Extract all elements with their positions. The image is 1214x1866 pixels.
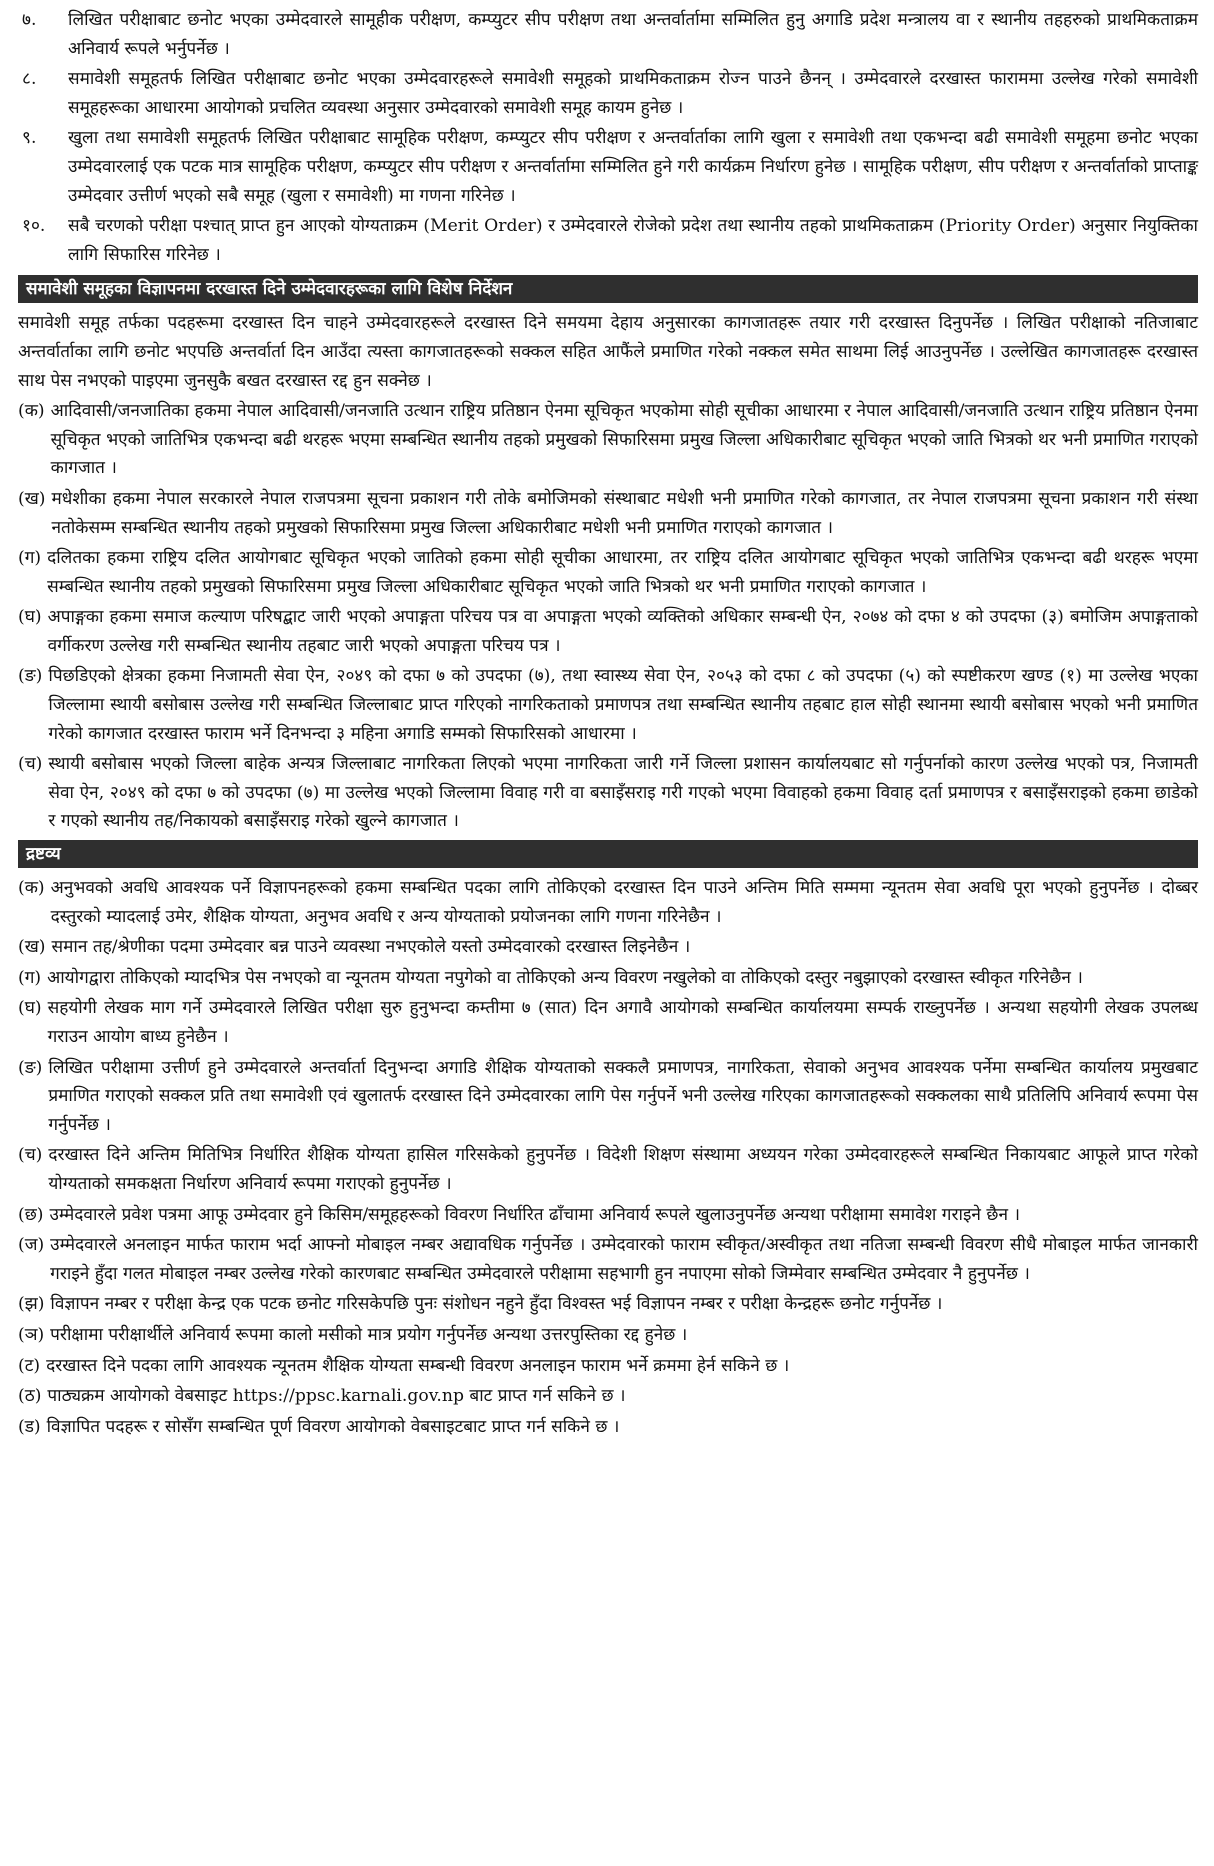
- item-text: पिछडिएको क्षेत्रका हकमा निजामती सेवा ऐन, २०४९ को दफा ७ को उपदफा (७), तथा स्वास्थ्य सेवा ऐन, २०५३ को दफा ८ को उपदफा (५) को स्पष्टीकरण खण्ड (१) मा उल्लेख भएका जिल्लामा स्थायी बसोबास उल्लेख गरी सम्बन्धित जिल्लाबाट प्राप्त गरिएको नागरिकताको प्रमाणपत्र तथा सम्बन्धित स्थानीय तहबाट हाल सोही स्थानमा स्थायी बसोबास भएको भनी प्रमाणित गरेको कागजात दरखास्त फाराम भर्ने दिनभन्दा ३ महिना अगाडि सम्मको सिफारिसको आधारमा ।: [48, 666, 1198, 744]
- list-item: [18, 994, 1198, 1051]
- item-marker: (ग): [18, 967, 42, 988]
- item-marker: (घ): [18, 607, 42, 628]
- item-text: समान तह/श्रेणीका पदमा उम्मेदवार बन्न पाउने व्यवस्था नभएकोले यस्तो उम्मेदवारको दरखास्त लिइनेछैन ।: [51, 937, 691, 958]
- item-text: दरखास्त दिने पदका लागि आवश्यक न्यूनतम शैक्षिक योग्यता सम्बन्धी विवरण अनलाइन फाराम भर्ने क्रममा हेर्न सकिने छ ।: [46, 1355, 790, 1376]
- list-item: [18, 964, 1198, 993]
- item-marker: (क): [18, 878, 45, 899]
- section-heading-notes: द्रष्टव्य: [18, 840, 1198, 868]
- item-marker: ७.: [22, 10, 37, 30]
- item-text: स्थायी बसोबास भएको जिल्ला बाहेक अन्यत्र जिल्लाबाट नागरिकता लिएको भएमा नागरिकता जारी गर्ने जिल्ला प्रशासन कार्यालयबाट सो गर्नुपर्नाको कारण उल्लेख भएको पत्र, निजामती सेवा ऐन, २०४९ को दफा ७ को उपदफा (७) मा उल्लेख भएको जिल्लामा विवाह गरी वा बसाइँसराइ गरी गएको भएमा विवाहको हकमा विवाह दर्ता प्रमाणपत्र र बसाइँसराइको हकमा छाडेको र गएको स्थानीय तह/निकायको बसाइँसराइ गरेको खुल्ने कागजात ।: [48, 754, 1198, 832]
- item-marker: (ड): [18, 1416, 41, 1437]
- item-marker: (च): [18, 754, 43, 775]
- item-text: मधेशीका हकमा नेपाल सरकारले नेपाल राजपत्रमा सूचना प्रकाशन गरी तोके बमोजिमको संस्थाबाट मधेशी भनी प्रमाणित गरेको कागजात, तर नेपाल राजपत्रमा सूचना प्रकाशन गरी संस्था नतोकेसम्म सम्बन्धित स्थानीय तहको प्रमुखको सिफारिसमा प्रमुख जिल्ला अधिकारीबाट मधेशी भनी प्रमाणित गराएको कागजात ।: [51, 488, 1199, 538]
- list-item: [18, 1382, 1198, 1411]
- list-item: [18, 1413, 1198, 1442]
- item-text: दलितका हकमा राष्ट्रिय दलित आयोगबाट सूचिकृत भएको जातिको हकमा सोही सूचीका आधारमा, तर राष्ट्रिय दलित आयोगबाट सूचिकृत भएको जातिभित्र एकभन्दा बढी थरहरू भएमा सम्बन्धित स्थानीय तहको प्रमुखको सिफारिसमा प्रमुख जिल्ला अधिकारीबाट सूचिकृत भएको जाति भित्रको थर भनी प्रमाणित गराएको कागजात ।: [47, 548, 1198, 597]
- list-item: [18, 397, 1198, 483]
- item-text: आयोगद्वारा तोकिएको म्यादभित्र पेस नभएको वा न्यूनतम योग्यता नपुगेको वा तोकिएको अन्य विवरण नखुलेको वा तोकिएको दस्तुर नबुझाएको दरखास्त स्वीकृत गरिनेछैन ।: [47, 967, 1083, 988]
- list-item: [18, 1290, 1198, 1319]
- item-text: उम्मेदवारले प्रवेश पत्रमा आफू उम्मेदवार हुने किसिम/समूहहरूको विवरण निर्धारित ढाँचामा अनिवार्य रूपले खुलाउनुपर्नेछ अन्यथा परीक्षामा समावेश गराइने छैन ।: [49, 1204, 1020, 1225]
- item-marker: १०.: [22, 216, 46, 237]
- item-text: अपाङ्गका हकमा समाज कल्याण परिषद्बाट जारी भएको अपाङ्गता परिचय पत्र वा अपाङ्गता भएको व्यक्तिको अधिकार सम्बन्धी ऐन, २०७४ को दफा ४ को उपदफा (३) बमोजिम अपाङ्गताको वर्गीकरण उल्लेख गरी सम्बन्धित स्थानीय तहबाट जारी भएको अपाङ्गता परिचय पत्र ।: [47, 607, 1198, 656]
- item-marker: (ख): [18, 937, 46, 958]
- item-text: लिखित परीक्षामा उत्तीर्ण हुने उम्मेदवारले अन्तर्वार्ता दिनुभन्दा अगाडि शैक्षिक योग्यताको सक्कलै प्रमाणपत्र, नागरिकता, सेवाको अनुभव आवश्यक पर्नेमा सम्बन्धित कार्यालय प्रमुखबाट प्रमाणित गराएको सक्कल प्रति तथा समावेशी एवं खुलातर्फ दरखास्त दिने उम्मेदवारका लागि पेस गर्नुपर्ने भनी उल्लेख गरिएका कागजातहरूको सक्कलका साथै प्रतिलिपि अनिवार्य रूपमा पेस गर्नुपर्नेछ ।: [48, 1057, 1198, 1135]
- list-item: [18, 1054, 1198, 1140]
- item-marker: (ञ): [18, 1324, 45, 1345]
- item-marker: (ट): [18, 1355, 41, 1376]
- item-text: विज्ञापन नम्बर र परीक्षा केन्द्र एक पटक छनोट गरिसकेपछि पुनः संशोधन नहुने हुँदा विश्वस्त भई विज्ञापन नम्बर र परीक्षा केन्द्रहरू छनोट गर्नुपर्नेछ ।: [50, 1294, 943, 1315]
- item-marker: (ङ): [18, 1057, 43, 1078]
- list-item: [18, 874, 1198, 931]
- list-item: [18, 485, 1198, 542]
- item-text: पाठ्यक्रम आयोगको वेबसाइट https://ppsc.karnali.gov.np बाट प्राप्त गर्न सकिने छ ।: [47, 1386, 626, 1407]
- item-marker: (ङ): [18, 666, 43, 687]
- list-item: [18, 662, 1198, 748]
- list-item: [18, 1352, 1198, 1381]
- item-text: दरखास्त दिने अन्तिम मितिभित्र निर्धारित शैक्षिक योग्यता हासिल गरिसकेको हुनुपर्नेछ । विदेशी शिक्षण संस्थामा अध्ययन गरेका उम्मेदवारहरूले सम्बन्धित निकायबाट आफूले प्राप्त गरेको योग्यताको समकक्षता निर्धारण अनिवार्य रूपमा गराएको हुनुपर्नेछ ।: [48, 1145, 1198, 1194]
- item-text: आदिवासी/जनजातिका हकमा नेपाल आदिवासी/जनजाति उत्थान राष्ट्रिय प्रतिष्ठान ऐनमा सूचिकृत भएकोमा सोही सूचीका आधारमा र नेपाल आदिवासी/जनजाति उत्थान राष्ट्रिय प्रतिष्ठान ऐनमा सूचिकृत भएको जातिभित्र एकभन्दा बढी थरहरू भएमा सम्बन्धित स्थानीय तहको प्रमुखको सिफारिसमा प्रमुख जिल्ला अधिकारीबाट सूचिकृत भएको जाति भित्रको थर भनी प्रमाणित गराएको कागजात ।: [50, 401, 1198, 479]
- item-marker: (ग): [18, 548, 42, 569]
- item-marker: (ज): [18, 1235, 45, 1256]
- item-text: परीक्षामा परीक्षार्थीले अनिवार्य रूपमा कालो मसीको मात्र प्रयोग गर्नुपर्नेछ अन्यथा उत्तरपुस्तिका रद्द हुनेछ ।: [50, 1324, 688, 1345]
- section-intro-paragraph: समावेशी समूह तर्फका पदहरूमा दरखास्त दिन चाहने उम्मेदवारहरूले दरखास्त दिने समयमा देहाय अनुसारका कागजातहरू तयार गरी दरखास्त दिनुपर्नेछ । लिखित परीक्षाको नतिजाबाट अन्तर्वार्ताका लागि छनोट भएपछि अन्तर्वार्ता दिन आउँदा त्यस्ता कागजातहरूको सक्कल सहित आफैंले प्रमाणित गरेको नक्कल समेत साथमा लिई आउनुपर्नेछ । उल्लेखित कागजातहरू दरखास्त साथ पेस नभएको पाइएमा जुनसुकै बखत दरखास्त रद्द हुन सक्नेछ ।: [18, 313, 1198, 391]
- item-text: समावेशी समूहतर्फ लिखित परीक्षाबाट छनोट भएका उम्मेदवारहरूले समावेशी समूहको प्राथमिकताक्रम रोज्न पाउने छैनन् । उम्मेदवारले दरखास्त फाराममा उल्लेख गरेको समावेशी समूहहरूका आधारमा आयोगको प्रचलित व्यवस्था अनुसार उम्मेदवारको समावेशी समूह कायम हुनेछ ।: [68, 69, 1198, 118]
- item-text: खुला तथा समावेशी समूहतर्फ लिखित परीक्षाबाट सामूहिक परीक्षण, कम्प्युटर सीप परीक्षण र अन्तर्वार्ताका लागि खुला र समावेशी तथा एकभन्दा बढी समावेशी समूहमा छनोट भएका उम्मेदवारलाई एक पटक मात्र सामूहिक परीक्षण, कम्प्युटर सीप परीक्षण र अन्तर्वार्तामा सम्मिलित हुने गरी कार्यक्रम निर्धारण हुनेछ । सामूहिक परीक्षण, सीप परीक्षण र अन्तर्वार्ताको प्राप्ताङ्क उम्मेदवार उत्तीर्ण भएको सबै समूह (खुला र समावेशी) मा गणना गरिनेछ ।: [68, 128, 1198, 206]
- list-item: [18, 750, 1198, 836]
- item-marker: (ख): [18, 488, 46, 509]
- list-item: [18, 1231, 1198, 1288]
- item-text: सबै चरणको परीक्षा पश्चात् प्राप्त हुन आएको योग्यताक्रम (Merit Order) र उम्मेदवारले रोजेको प्रदेश तथा स्थानीय तहको प्राथमिकताक्रम (Priority Order) अनुसार नियुक्तिका लागि सिफारिस गरिनेछ ।: [68, 216, 1198, 265]
- item-marker: (छ): [18, 1204, 44, 1225]
- item-marker: (क): [18, 401, 45, 422]
- notes-list: [18, 874, 1198, 1441]
- item-marker: (घ): [18, 998, 42, 1019]
- list-item: [18, 1321, 1198, 1350]
- item-marker: (ठ): [18, 1386, 42, 1407]
- item-marker: (च): [18, 1145, 43, 1166]
- item-text: उम्मेदवारले अनलाइन मार्फत फाराम भर्दा आफ्नो मोबाइल नम्बर अद्यावधिक गर्नुपर्नेछ । उम्मेदवारको फाराम स्वीकृत/अस्वीकृत तथा नतिजा सम्बन्धी विवरण सीधै मोबाइल मार्फत जानकारी गराइने हुँदा गलत मोबाइल नम्बर उल्लेख गरेको कारणबाट सम्बन्धित उम्मेदवारले परीक्षामा सहभागी हुन नपाएमा सोको जिम्मेवार सम्बन्धित उम्मेदवार नै हुनुपर्नेछ ।: [50, 1235, 1198, 1284]
- item-text: अनुभवको अवधि आवश्यक पर्ने विज्ञापनहरूको हकमा सम्बन्धित पदका लागि तोकिएको दरखास्त दिन पाउने अन्तिम मिति सम्ममा न्यूनतम सेवा अवधि पूरा भएको हुनुपर्नेछ । दोब्बर दस्तुरको म्यादलाई उमेर, शैक्षिक योग्यता, अनुभव अवधि र अन्य योग्यताको प्रयोजनका लागि गणना गरिनेछैन ।: [50, 878, 1198, 927]
- list-item: [18, 6, 1198, 63]
- item-text: सहयोगी लेखक माग गर्ने उम्मेदवारले लिखित परीक्षा सुरु हुनुभन्दा कम्तीमा ७ (सात) दिन अगावै आयोगको सम्बन्धित कार्यालयमा सम्पर्क राख्नुपर्नेछ । अन्यथा सहयोगी लेखक उपलब्ध गराउन आयोग बाध्य हुनेछैन ।: [47, 998, 1198, 1047]
- list-item: [18, 212, 1198, 269]
- list-item: [18, 65, 1198, 122]
- list-item: [18, 603, 1198, 660]
- numbered-list: [18, 6, 1198, 269]
- list-item: [18, 124, 1198, 210]
- item-marker: ८.: [22, 69, 37, 90]
- item-text: लिखित परीक्षाबाट छनोट भएका उम्मेदवारले सामूहीक परीक्षण, कम्प्युटर सीप परीक्षण तथा अन्तर्वार्तामा सम्मिलित हुनु अगाडि प्रदेश मन्त्रालय वा र स्थानीय तहहरुको प्राथमिकताक्रम अनिवार्य रूपले भर्नुपर्नेछ ।: [68, 10, 1198, 59]
- item-marker: (झ): [18, 1294, 45, 1315]
- section-heading-inclusive-instructions: समावेशी समूहका विज्ञापनमा दरखास्त दिने उम्मेदवारहरूका लागि विशेष निर्देशन: [18, 275, 1198, 303]
- item-text: विज्ञापित पदहरू र सोसँग सम्बन्धित पूर्ण विवरण आयोगको वेबसाइटबाट प्राप्त गर्न सकिने छ ।: [46, 1416, 620, 1437]
- inclusive-documents-list: [18, 397, 1198, 836]
- list-item: [18, 1201, 1198, 1230]
- list-item: [18, 933, 1198, 962]
- item-marker: ९.: [22, 128, 37, 149]
- list-item: [18, 1141, 1198, 1198]
- list-item: [18, 544, 1198, 601]
